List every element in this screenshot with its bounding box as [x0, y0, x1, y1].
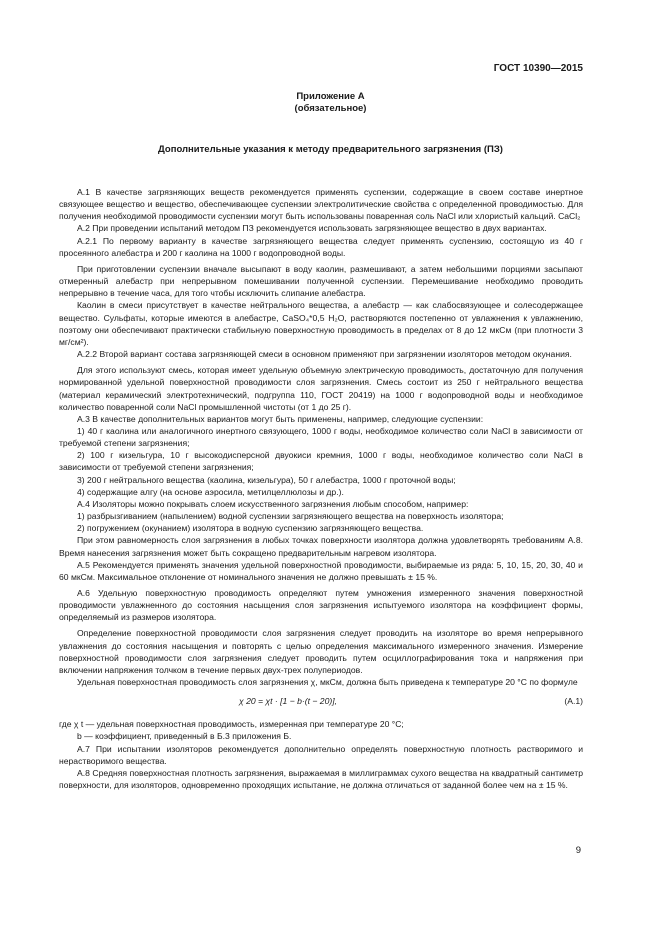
paragraph-uniformity: При этом равномерность слоя загрязнения в любых точках поверхности изолятора должна удовлетворять требованиям А.8. Время нанесения загрязнения может быть сокращено предварительным нагревом изолятора.	[59, 535, 583, 558]
list-item-2: 2) 100 г кизельгура, 10 г высокодисперсной двуокиси кремния, 1000 г воды, необходимое количество соли NaCl в зависимости от требуемой степени загрязнения;	[59, 450, 583, 473]
paragraph-a2-2: А.2.2 Второй вариант состава загрязняющей смеси в основном применяют при загрязнении изоляторов методом окунания.	[77, 349, 572, 360]
formula-number: (А.1)	[564, 696, 583, 707]
list-item-spray: 1) разбрызгиванием (напылением) водной суспензии загрязняющего вещества на поверхность изолятора;	[77, 511, 504, 522]
paragraph-mixture: Для этого используют смесь, которая имеет удельную объемную электрическую проводимость, достаточную для получения нормированной удельной поверхностной проводимости слоя загрязнения. Смесь состоит из 250 г нейтрального вещества (материал керамический электротехнический, подгруппа 110, ГОСТ 20419) на 1000 г водопроводной воды и необходимое количество поваренной соли NaCl промышленной чистоты (от 1 до 25 г).	[59, 365, 583, 412]
list-item-3: 3) 200 г нейтрального вещества (каолина, кизельгура), 50 г алебастра, 1000 г проточной воды;	[77, 474, 456, 485]
paragraph-a3: А.3 В качестве дополнительных вариантов могут быть применены, например, следующие суспензии:	[77, 413, 484, 424]
paragraph-preparation: При приготовлении суспензии вначале высыпают в воду каолин, размешивают, а затем небольшими порциями засыпают отмеренный алебастр при непрерывном помешивании полученной суспензии. Перемешивание необходимо проводить непрерывно в течение часа, для того чтобы исключить слипание алебастра.	[59, 263, 583, 299]
paragraph-a1: А.1 В качестве загрязняющих веществ рекомендуется применять суспензии, содержащие в своем составе инертное связующее вещество и вещество, обеспечивающее суспензии электролитические свойства с определенной проводимостью. Для получения необходимой проводимости суспензии могут быть использованы поваренная соль NaCl или хлористый кальций. CaCl₂	[59, 187, 583, 222]
paragraph-formula-intro: Удельная поверхностная проводимость слоя загрязнения χ, мкСм, должна быть приведена к температуре 20 °С по формуле	[77, 677, 578, 688]
section-title: Дополнительные указания к методу предварительного загрязнения (ПЗ)	[158, 144, 503, 155]
formula-row	[59, 688, 583, 718]
document-id: ГОСТ 10390—2015	[493, 63, 583, 74]
page-number: 9	[575, 845, 581, 856]
paragraph-kaolin: Каолин в смеси присутствует в качестве нейтрального вещества, а алебастр — как слабосвязующее и солесодержащее вещество. Сульфаты, которые имеются в алебастре, CaSO₄*0,5 H₂O, растворяются постепенно от увлажнения к увлажнению, поэтому они обеспечивают практически стабильную поверхностную проводимость в пределах от 8 до 12 мкСм (при плотности 3 мг/см²).	[59, 300, 583, 347]
list-item-dip: 2) погружением (окунанием) изолятора в водную суспензию загрязняющего вещества.	[77, 523, 424, 534]
list-item-4: 4) содержащие алгу (на основе аэросила, метилцеллюлозы и др.).	[77, 486, 344, 497]
paragraph-a2: А.2 При проведении испытаний методом ПЗ рекомендуется использовать загрязняющее вещество в двух вариантах.	[77, 223, 547, 234]
paragraph-measurement: Определение поверхностной проводимости слоя загрязнения следует проводить на изоляторе во время непрерывного увлажнения до состояния насыщения и повторять с целью определения максимального измеренного значения. Измерение поверхностной проводимости слоя загрязнения следует проводить путем осциллографирования тока и напряжения при включении напряжения толчком в течение первых двух-трех полупериодов.	[59, 628, 583, 675]
appendix-subtitle: (обязательное)	[294, 103, 367, 114]
list-item-1: 1) 40 г каолина или аналогичного инертного связующего, 1000 г воды, необходимое количество соли NaCl в зависимости от требуемой степени загрязнения;	[59, 425, 583, 449]
formula-where-chi: где χ t — удельная поверхностная проводимость, измеренная при температуре 20 °С;	[59, 719, 404, 730]
appendix-title: Приложение А	[296, 91, 365, 102]
paragraph-a5: А.5 Рекомендуется применять значения удельной поверхностной проводимости, выбираемые из ряда: 5, 10, 15, 20, 30, 40 и 60 мкСм. Максимальное отклонение от номинального значения не должно превышать ± 15 %.	[59, 559, 583, 582]
paragraph-a7: А.7 При испытании изоляторов рекомендуется дополнительно определять поверхностную плотность растворимого и нерастворимого вещества.	[59, 743, 583, 766]
paragraph-a2-1: А.2.1 По первому варианту в качестве загрязняющего вещества следует применять суспензию, состоящую из 40 г просеянного алебастра и 200 г каолина на 1000 г водопроводной воды.	[59, 235, 583, 258]
formula-where-b: b — коэффициент, приведенный в Б.3 приложения Б.	[77, 731, 292, 742]
paragraph-a4: А.4 Изоляторы можно покрывать слоем искусственного загрязнения любым способом, например:	[77, 498, 469, 509]
formula-expression: χ 20 = χt · [1 − b·(t − 20)],	[239, 696, 337, 707]
paragraph-a8: А.8 Средняя поверхностная плотность загрязнения, выражаемая в миллиграммах сухого вещества на квадратный сантиметр поверхности, для изоляторов, одновременно проходящих испытание, не должна отличаться от заданной более чем на ± 15 %.	[59, 767, 583, 791]
appendix-heading	[0, 91, 661, 115]
paragraph-a6: А.6 Удельную поверхностную проводимость определяют путем умножения измеренного значения поверхностной проводимости увлажненного до состояния насыщения слоя загрязнения испытуемого изолятора на коэффициент формы, определяемый из размеров изолятора.	[59, 588, 583, 623]
document-body	[59, 186, 583, 791]
